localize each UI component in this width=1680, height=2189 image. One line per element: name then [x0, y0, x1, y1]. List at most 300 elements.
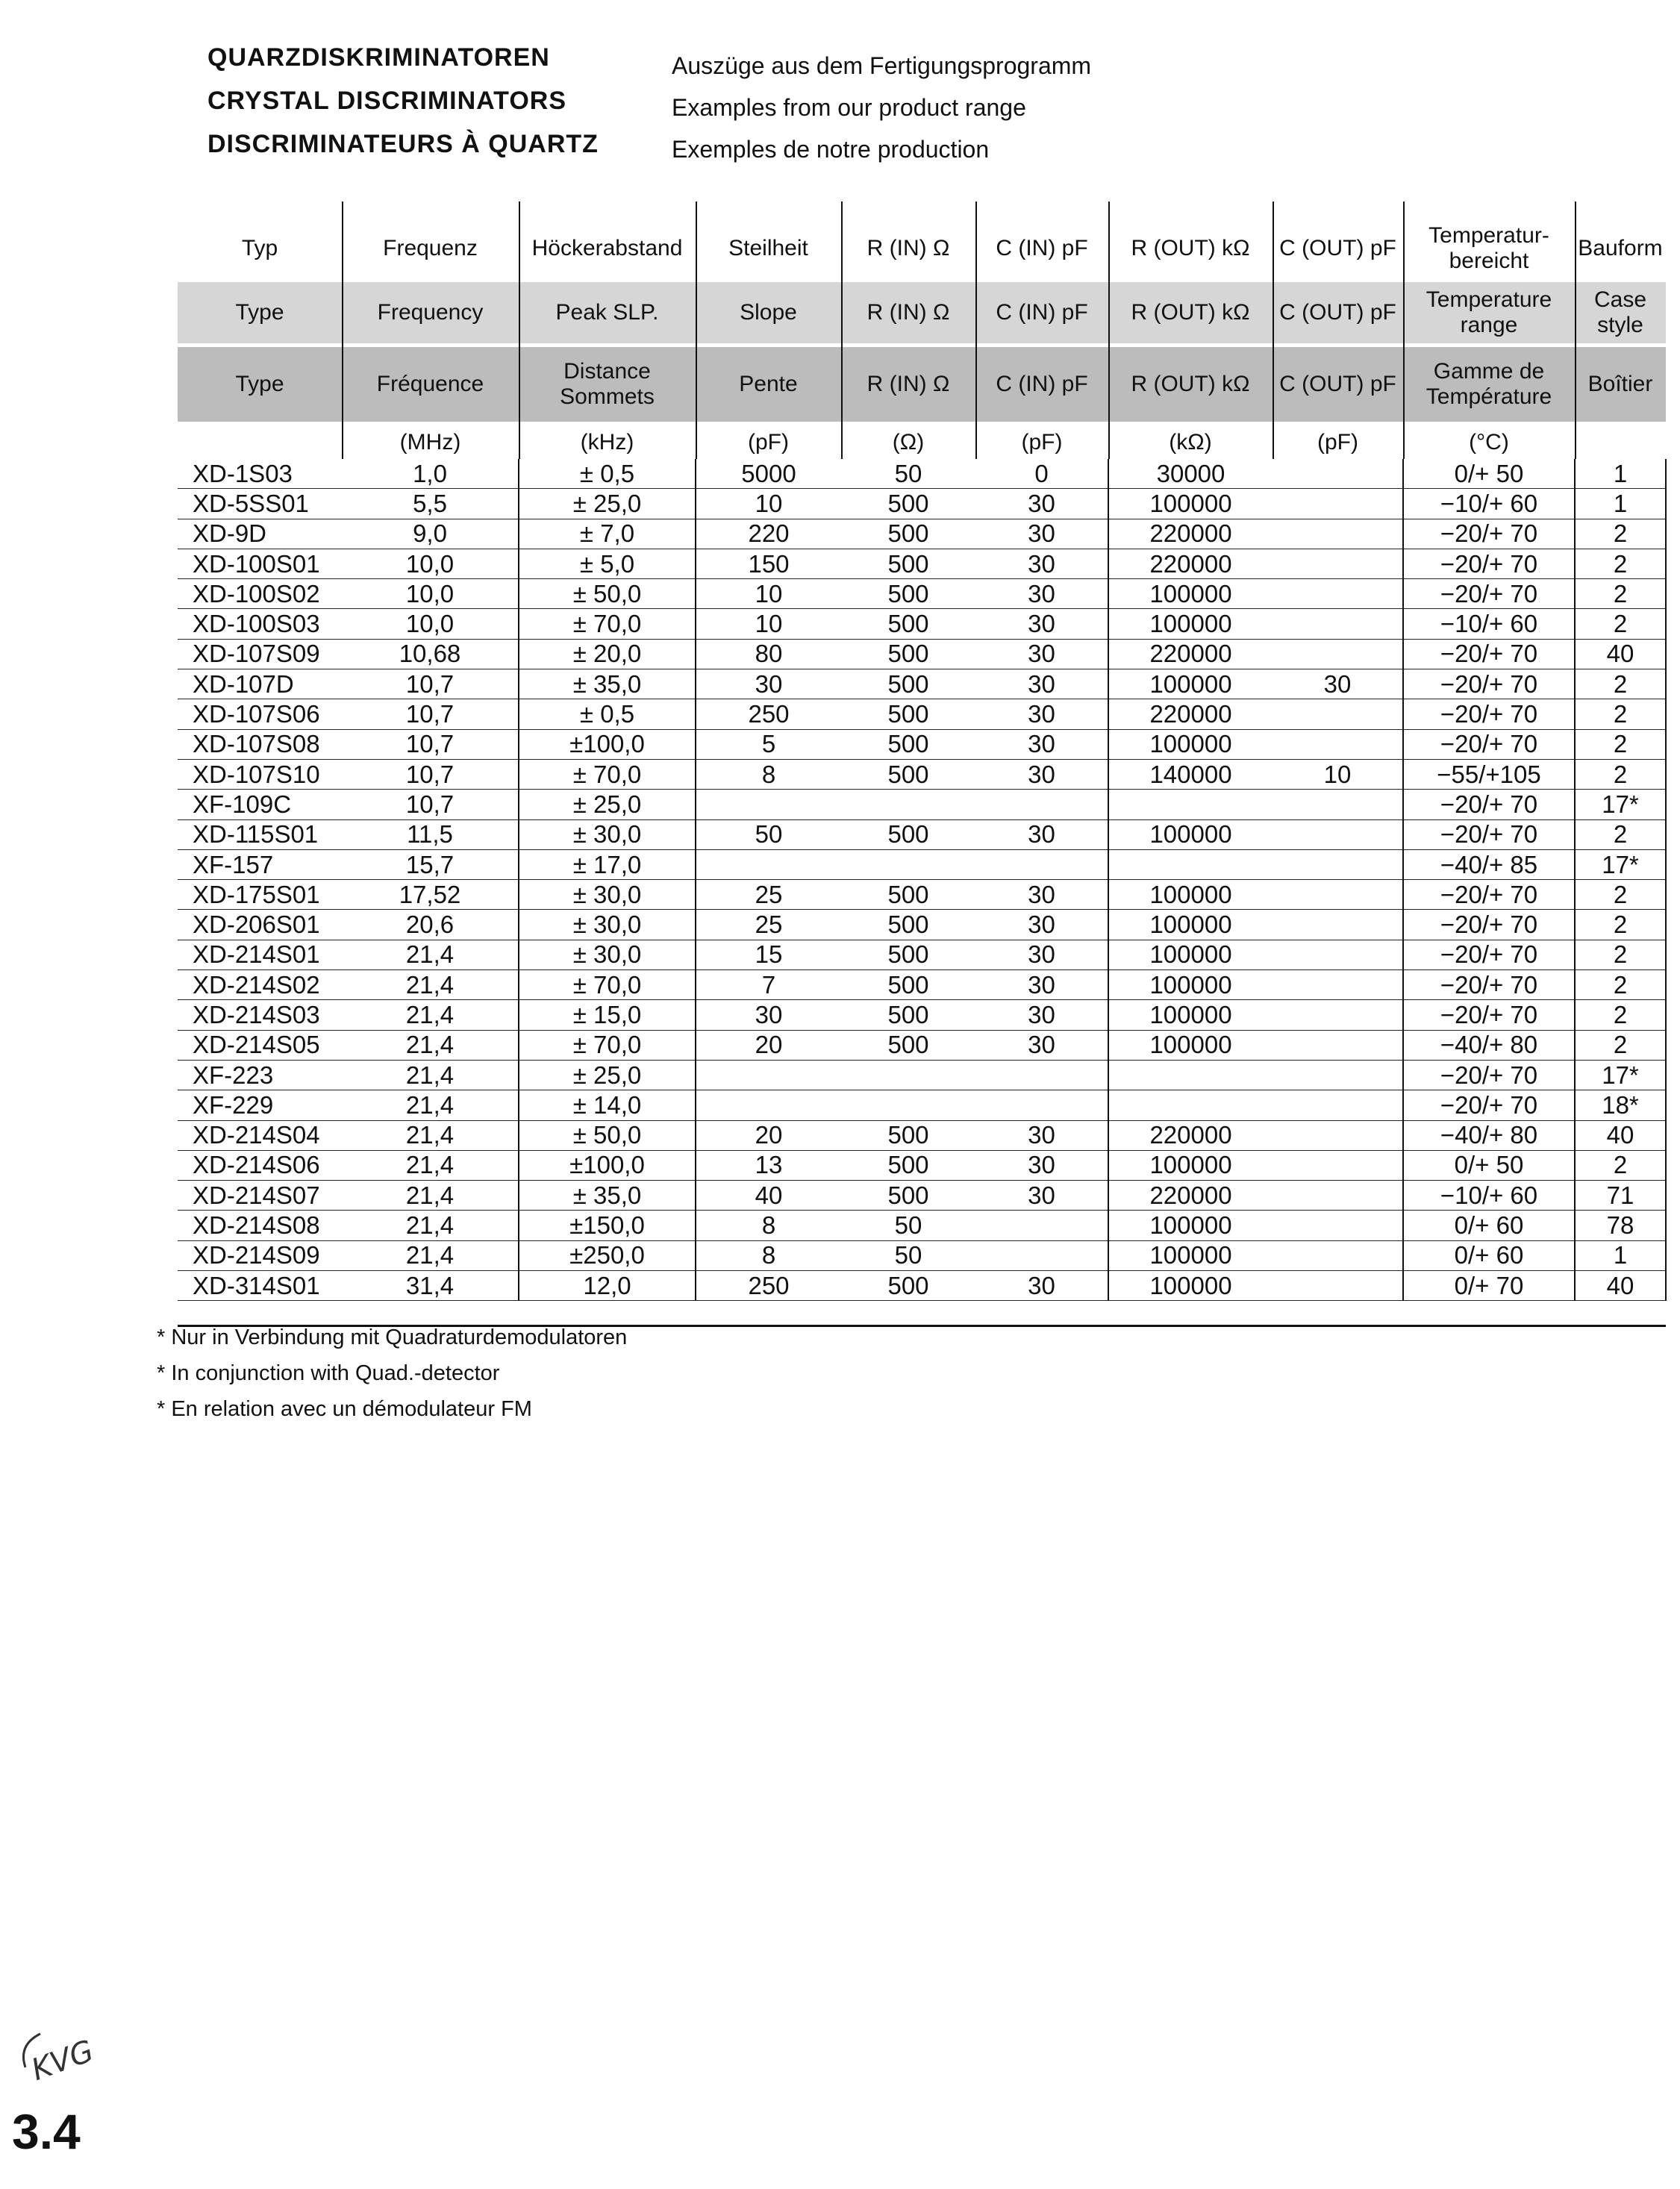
table-cell	[1273, 1211, 1403, 1240]
table-cell: 13	[696, 1150, 841, 1180]
table-cell: XD-214S02	[178, 970, 342, 1000]
table-cell: ± 35,0	[519, 669, 696, 699]
table-cell: 2	[1575, 609, 1666, 639]
table-cell	[841, 1060, 975, 1090]
table-cell: XD-100S01	[178, 549, 342, 578]
table-cell	[1273, 519, 1403, 549]
header-label-en: Slope	[740, 300, 797, 325]
table-cell	[1273, 819, 1403, 849]
header-column	[841, 202, 975, 459]
table-cell: 2	[1575, 759, 1666, 789]
table-cell: 0	[975, 459, 1108, 489]
table-row	[178, 970, 1666, 1000]
table-cell	[841, 1090, 975, 1120]
header-divider	[1403, 202, 1405, 459]
table-cell	[1273, 880, 1403, 910]
table-cell: −20/+ 70	[1403, 639, 1575, 669]
table-cell: ± 15,0	[519, 1000, 696, 1030]
table-cell: 500	[841, 639, 975, 669]
table-cell: 10,0	[342, 579, 519, 609]
table-row	[178, 699, 1666, 729]
table-cell: ± 25,0	[519, 790, 696, 819]
header-label-unit: (kΩ)	[1169, 429, 1212, 455]
table-cell	[1108, 1060, 1273, 1090]
table-cell: −10/+ 60	[1403, 609, 1575, 639]
table-cell	[696, 790, 841, 819]
table-row	[178, 880, 1666, 910]
table-cell: 1	[1575, 1240, 1666, 1270]
table-cell: 0/+ 50	[1403, 1150, 1575, 1180]
table-cell: ± 20,0	[519, 639, 696, 669]
header-divider	[841, 202, 843, 459]
title-de: QUARZDISKRIMINATOREN	[207, 43, 550, 72]
table-row	[178, 910, 1666, 940]
document-subtitles	[672, 45, 1091, 170]
table-cell: 10	[1273, 759, 1403, 789]
table-cell: 30	[975, 1181, 1108, 1211]
header-column	[519, 202, 696, 459]
header-label-en: Case style	[1593, 287, 1647, 337]
header-label-unit: (pF)	[748, 429, 789, 455]
table-cell: −40/+ 85	[1403, 849, 1575, 879]
table-cell	[1108, 1090, 1273, 1120]
subtitle-de: Auszüge aus dem Fertigungsprogramm	[672, 52, 1092, 79]
table-cell: 100000	[1108, 819, 1273, 849]
table-cell: −20/+ 70	[1403, 519, 1575, 549]
header-label-de: Steilheit	[728, 236, 808, 260]
header-label-en: Type	[235, 300, 284, 325]
table-cell: XF-157	[178, 849, 342, 879]
table-header	[178, 202, 1666, 459]
table-cell	[1273, 579, 1403, 609]
table-cell: XD-214S06	[178, 1150, 342, 1180]
table-cell: XD-107S06	[178, 699, 342, 729]
table-cell: 8	[696, 1240, 841, 1270]
table-cell: 30	[975, 1000, 1108, 1030]
header-label-unit: (°C)	[1469, 429, 1509, 455]
header-column	[1108, 202, 1273, 459]
table-row	[178, 579, 1666, 609]
table-cell	[1273, 729, 1403, 759]
table-cell: 8	[696, 759, 841, 789]
table-cell: −20/+ 70	[1403, 699, 1575, 729]
table-cell: XD-100S02	[178, 579, 342, 609]
table-cell: 40	[1575, 1271, 1666, 1301]
header-divider	[975, 202, 977, 459]
table-cell: 30	[975, 819, 1108, 849]
header-label-en: Peak SLP.	[555, 300, 659, 325]
table-cell: 220000	[1108, 519, 1273, 549]
table-cell: 1,0	[342, 459, 519, 489]
table-cell: 17*	[1575, 849, 1666, 879]
table-row	[178, 1240, 1666, 1270]
header-divider	[1108, 202, 1110, 459]
table-cell	[841, 790, 975, 819]
header-divider	[342, 202, 343, 459]
table-cell: 2	[1575, 970, 1666, 1000]
table-cell: 140000	[1108, 759, 1273, 789]
table-cell: 25	[696, 910, 841, 940]
table-cell: −20/+ 70	[1403, 1000, 1575, 1030]
table-cell: 2	[1575, 699, 1666, 729]
table-cell: 2	[1575, 1030, 1666, 1060]
table-cell	[1273, 790, 1403, 819]
discriminator-table	[178, 459, 1667, 1301]
table-cell: 220000	[1108, 639, 1273, 669]
table-cell: 5000	[696, 459, 841, 489]
table-cell: ±150,0	[519, 1211, 696, 1240]
header-label-de: R (IN) Ω	[866, 236, 950, 260]
table-cell: −20/+ 70	[1403, 549, 1575, 578]
table-cell: 150	[696, 549, 841, 578]
table-cell	[1273, 639, 1403, 669]
table-cell: 30	[696, 1000, 841, 1030]
table-cell	[1273, 1150, 1403, 1180]
header-column	[1273, 202, 1403, 459]
table-cell: 10,7	[342, 729, 519, 759]
header-label-fr: C (IN) pF	[996, 372, 1088, 396]
table-cell: −40/+ 80	[1403, 1030, 1575, 1060]
table-cell: 1	[1575, 459, 1666, 489]
table-cell: XD-107D	[178, 669, 342, 699]
table-cell: 500	[841, 1120, 975, 1150]
table-cell: XD-214S08	[178, 1211, 342, 1240]
table-cell: XD-115S01	[178, 819, 342, 849]
table-cell: 10,7	[342, 699, 519, 729]
table-cell: ±100,0	[519, 1150, 696, 1180]
table-cell: 100000	[1108, 1030, 1273, 1060]
header-label-unit	[178, 425, 342, 459]
table-cell	[1273, 699, 1403, 729]
table-cell: 100000	[1108, 609, 1273, 639]
table-cell: 21,4	[342, 1000, 519, 1030]
table-cell: −20/+ 70	[1403, 970, 1575, 1000]
table-cell: XD-107S10	[178, 759, 342, 789]
table-cell: 12,0	[519, 1271, 696, 1301]
table-cell	[975, 1090, 1108, 1120]
table-row	[178, 1271, 1666, 1301]
table-cell: 500	[841, 1030, 975, 1060]
table-cell: 30	[1273, 669, 1403, 699]
table-cell: 50	[841, 1240, 975, 1270]
table-cell: −20/+ 70	[1403, 729, 1575, 759]
table-cell: 220	[696, 519, 841, 549]
table-cell: 100000	[1108, 1150, 1273, 1180]
table-cell: 500	[841, 489, 975, 519]
header-label-de: R (OUT) kΩ	[1131, 236, 1250, 260]
table-cell: XD-100S03	[178, 609, 342, 639]
document-titles	[207, 36, 599, 166]
table-cell: 500	[841, 940, 975, 969]
table-row	[178, 1120, 1666, 1150]
table-cell	[1273, 1120, 1403, 1150]
table-cell: 100000	[1108, 729, 1273, 759]
table-cell: 100000	[1108, 910, 1273, 940]
table-cell: 2	[1575, 519, 1666, 549]
table-cell: 25	[696, 880, 841, 910]
table-cell	[1273, 489, 1403, 519]
table-cell: ± 14,0	[519, 1090, 696, 1120]
header-label-unit: (Ω)	[892, 429, 925, 455]
table-cell: 2	[1575, 880, 1666, 910]
table-cell: 250	[696, 699, 841, 729]
table-cell	[975, 849, 1108, 879]
table-cell: XD-175S01	[178, 880, 342, 910]
table-cell: ± 70,0	[519, 1030, 696, 1060]
table-cell: 500	[841, 699, 975, 729]
table-cell: XF-109C	[178, 790, 342, 819]
table-cell: ±250,0	[519, 1240, 696, 1270]
table-cell: 0/+ 60	[1403, 1211, 1575, 1240]
table-cell: 30	[975, 1271, 1108, 1301]
table-cell: 50	[696, 819, 841, 849]
table-cell: 17*	[1575, 1060, 1666, 1090]
table-cell: ± 70,0	[519, 609, 696, 639]
table-cell	[1273, 1181, 1403, 1211]
header-label-de: Höckerabstand	[531, 236, 683, 260]
table-cell: 220000	[1108, 1120, 1273, 1150]
table-cell: 500	[841, 1271, 975, 1301]
table-cell: −20/+ 70	[1403, 669, 1575, 699]
table-cell: 5,5	[342, 489, 519, 519]
table-cell: 21,4	[342, 1060, 519, 1090]
header-label-en: R (IN) Ω	[866, 300, 950, 325]
table-cell: 20,6	[342, 910, 519, 940]
table-cell: ± 0,5	[519, 459, 696, 489]
table-cell: 20	[696, 1120, 841, 1150]
table-row	[178, 940, 1666, 969]
table-row	[178, 519, 1666, 549]
table-cell: 0/+ 50	[1403, 459, 1575, 489]
table-cell: 2	[1575, 819, 1666, 849]
table-cell: 15	[696, 940, 841, 969]
table-cell: −10/+ 60	[1403, 489, 1575, 519]
table-cell: 21,4	[342, 940, 519, 969]
table-cell: 30	[975, 940, 1108, 969]
table-cell: 500	[841, 970, 975, 1000]
header-label-fr: R (IN) Ω	[866, 372, 950, 396]
header-label-en: C (IN) pF	[996, 300, 1088, 325]
header-label-de: C (OUT) pF	[1279, 236, 1396, 260]
table-cell: XD-107S09	[178, 639, 342, 669]
header-label-de: Frequenz	[383, 236, 478, 260]
table-cell: XD-214S04	[178, 1120, 342, 1150]
table-cell: 30	[975, 609, 1108, 639]
header-label-de: Temperatur-bereicht	[1428, 223, 1549, 273]
table-cell: 500	[841, 1150, 975, 1180]
table-cell	[1273, 970, 1403, 1000]
table-cell: −10/+ 60	[1403, 1181, 1575, 1211]
table-cell: 100000	[1108, 880, 1273, 910]
table-cell: 30	[975, 699, 1108, 729]
table-cell: XD-9D	[178, 519, 342, 549]
table-cell: 30	[975, 910, 1108, 940]
table-cell: 30000	[1108, 459, 1273, 489]
table-cell	[1108, 790, 1273, 819]
table-cell: 10	[696, 489, 841, 519]
table-cell: 2	[1575, 549, 1666, 578]
table-row	[178, 1181, 1666, 1211]
header-label-fr: Gamme de Température	[1425, 359, 1552, 409]
table-cell: 2	[1575, 910, 1666, 940]
table-cell: 30	[975, 880, 1108, 910]
header-column	[342, 202, 519, 459]
table-cell: 2	[1575, 669, 1666, 699]
table-cell	[696, 849, 841, 879]
table-cell: 30	[975, 519, 1108, 549]
subtitle-en: Examples from our product range	[672, 94, 1026, 121]
table-cell: 10,68	[342, 639, 519, 669]
header-divider	[1575, 202, 1576, 459]
table-cell: 30	[975, 579, 1108, 609]
table-cell: 21,4	[342, 1090, 519, 1120]
table-cell	[975, 790, 1108, 819]
table-cell: −40/+ 80	[1403, 1120, 1575, 1150]
table-cell: 30	[975, 1150, 1108, 1180]
table-row	[178, 459, 1666, 489]
header-label-fr: R (OUT) kΩ	[1131, 372, 1250, 396]
table-row	[178, 609, 1666, 639]
header-label-de: C (IN) pF	[996, 236, 1088, 260]
table-cell: 21,4	[342, 1120, 519, 1150]
table-row	[178, 819, 1666, 849]
footnote-fr: * En relation avec un démodulateur FM	[157, 1397, 532, 1421]
table-cell: 10,0	[342, 549, 519, 578]
table-cell: 100000	[1108, 1271, 1273, 1301]
subtitle-fr: Exemples de notre production	[672, 136, 990, 163]
table-cell: 10,7	[342, 669, 519, 699]
table-cell: ± 5,0	[519, 549, 696, 578]
table-cell: 11,5	[342, 819, 519, 849]
table-cell	[975, 1240, 1108, 1270]
header-column	[1403, 202, 1575, 459]
table-row	[178, 1060, 1666, 1090]
header-label-fr: C (OUT) pF	[1279, 372, 1396, 396]
table-cell: 1	[1575, 489, 1666, 519]
table-row	[178, 1030, 1666, 1060]
table-cell: 30	[975, 970, 1108, 1000]
table-cell: 500	[841, 1000, 975, 1030]
header-column	[1575, 202, 1666, 459]
table-cell: 30	[975, 639, 1108, 669]
table-cell: 20	[696, 1030, 841, 1060]
table-cell: 9,0	[342, 519, 519, 549]
table-cell: 18*	[1575, 1090, 1666, 1120]
table-cell: 21,4	[342, 1150, 519, 1180]
table-cell: −20/+ 70	[1403, 790, 1575, 819]
table-cell: 40	[696, 1181, 841, 1211]
table-row	[178, 1090, 1666, 1120]
table-cell: 15,7	[342, 849, 519, 879]
table-cell	[1273, 1030, 1403, 1060]
table-cell: ± 30,0	[519, 910, 696, 940]
header-column	[178, 202, 342, 459]
table-cell: 220000	[1108, 699, 1273, 729]
table-cell: 10,0	[342, 609, 519, 639]
table-cell: XF-229	[178, 1090, 342, 1120]
header-divider	[696, 202, 697, 459]
table-cell	[1273, 459, 1403, 489]
title-en: CRYSTAL DISCRIMINATORS	[207, 87, 567, 115]
table-cell: ±100,0	[519, 729, 696, 759]
header-label-fr: Type	[235, 372, 284, 396]
table-cell	[1273, 1240, 1403, 1270]
kvg-logo-icon	[10, 2015, 122, 2097]
table-cell: XD-1S03	[178, 459, 342, 489]
table-cell: 21,4	[342, 1211, 519, 1240]
table-cell: 100000	[1108, 1240, 1273, 1270]
table-cell: 100000	[1108, 489, 1273, 519]
table-cell: 30	[975, 1030, 1108, 1060]
table-cell: ± 35,0	[519, 1181, 696, 1211]
table-cell: 30	[975, 729, 1108, 759]
table-cell	[1273, 910, 1403, 940]
table-cell: XD-214S05	[178, 1030, 342, 1060]
header-label-unit: (pF)	[1021, 429, 1063, 455]
table-row	[178, 1000, 1666, 1030]
table-cell: −20/+ 70	[1403, 1060, 1575, 1090]
header-divider	[1273, 202, 1274, 459]
table-cell: 80	[696, 639, 841, 669]
table-cell: 21,4	[342, 1240, 519, 1270]
table-cell: −20/+ 70	[1403, 1090, 1575, 1120]
table-cell	[696, 1060, 841, 1090]
header-label-unit: (kHz)	[580, 429, 634, 455]
table-cell: 2	[1575, 940, 1666, 969]
table-cell: 21,4	[342, 1030, 519, 1060]
table-cell: 500	[841, 880, 975, 910]
table-cell: −55/+105	[1403, 759, 1575, 789]
table-cell: 10	[696, 609, 841, 639]
table-cell: 71	[1575, 1181, 1666, 1211]
table-cell: ± 7,0	[519, 519, 696, 549]
table-cell: 30	[975, 759, 1108, 789]
table-cell: 10	[696, 579, 841, 609]
table-cell: 8	[696, 1211, 841, 1240]
header-label-fr: Boîtier	[1587, 372, 1653, 396]
table-cell: ± 17,0	[519, 849, 696, 879]
table-cell: 30	[975, 489, 1108, 519]
table-cell: 78	[1575, 1211, 1666, 1240]
table-cell	[1273, 849, 1403, 879]
table-cell: −20/+ 70	[1403, 579, 1575, 609]
header-divider	[519, 202, 520, 459]
table-cell: ± 25,0	[519, 489, 696, 519]
table-cell: 500	[841, 519, 975, 549]
footnotes	[157, 1320, 627, 1427]
table-row	[178, 639, 1666, 669]
table-cell: XD-5SS01	[178, 489, 342, 519]
table-cell	[1273, 940, 1403, 969]
table-row	[178, 759, 1666, 789]
header-label-unit	[1575, 425, 1666, 459]
table-cell: 100000	[1108, 1211, 1273, 1240]
header-label-en: Temperature range	[1425, 287, 1552, 337]
table-cell: −20/+ 70	[1403, 880, 1575, 910]
table-cell: 5	[696, 729, 841, 759]
table-cell: 2	[1575, 729, 1666, 759]
table-cell: XD-214S07	[178, 1181, 342, 1211]
header-label-unit: (pF)	[1317, 429, 1358, 455]
table-cell: 500	[841, 669, 975, 699]
table-row	[178, 729, 1666, 759]
header-column	[696, 202, 841, 459]
table-cell: 100000	[1108, 1000, 1273, 1030]
table-cell: XD-214S01	[178, 940, 342, 969]
table-cell: ± 70,0	[519, 759, 696, 789]
table-cell: ± 50,0	[519, 579, 696, 609]
table-row	[178, 849, 1666, 879]
